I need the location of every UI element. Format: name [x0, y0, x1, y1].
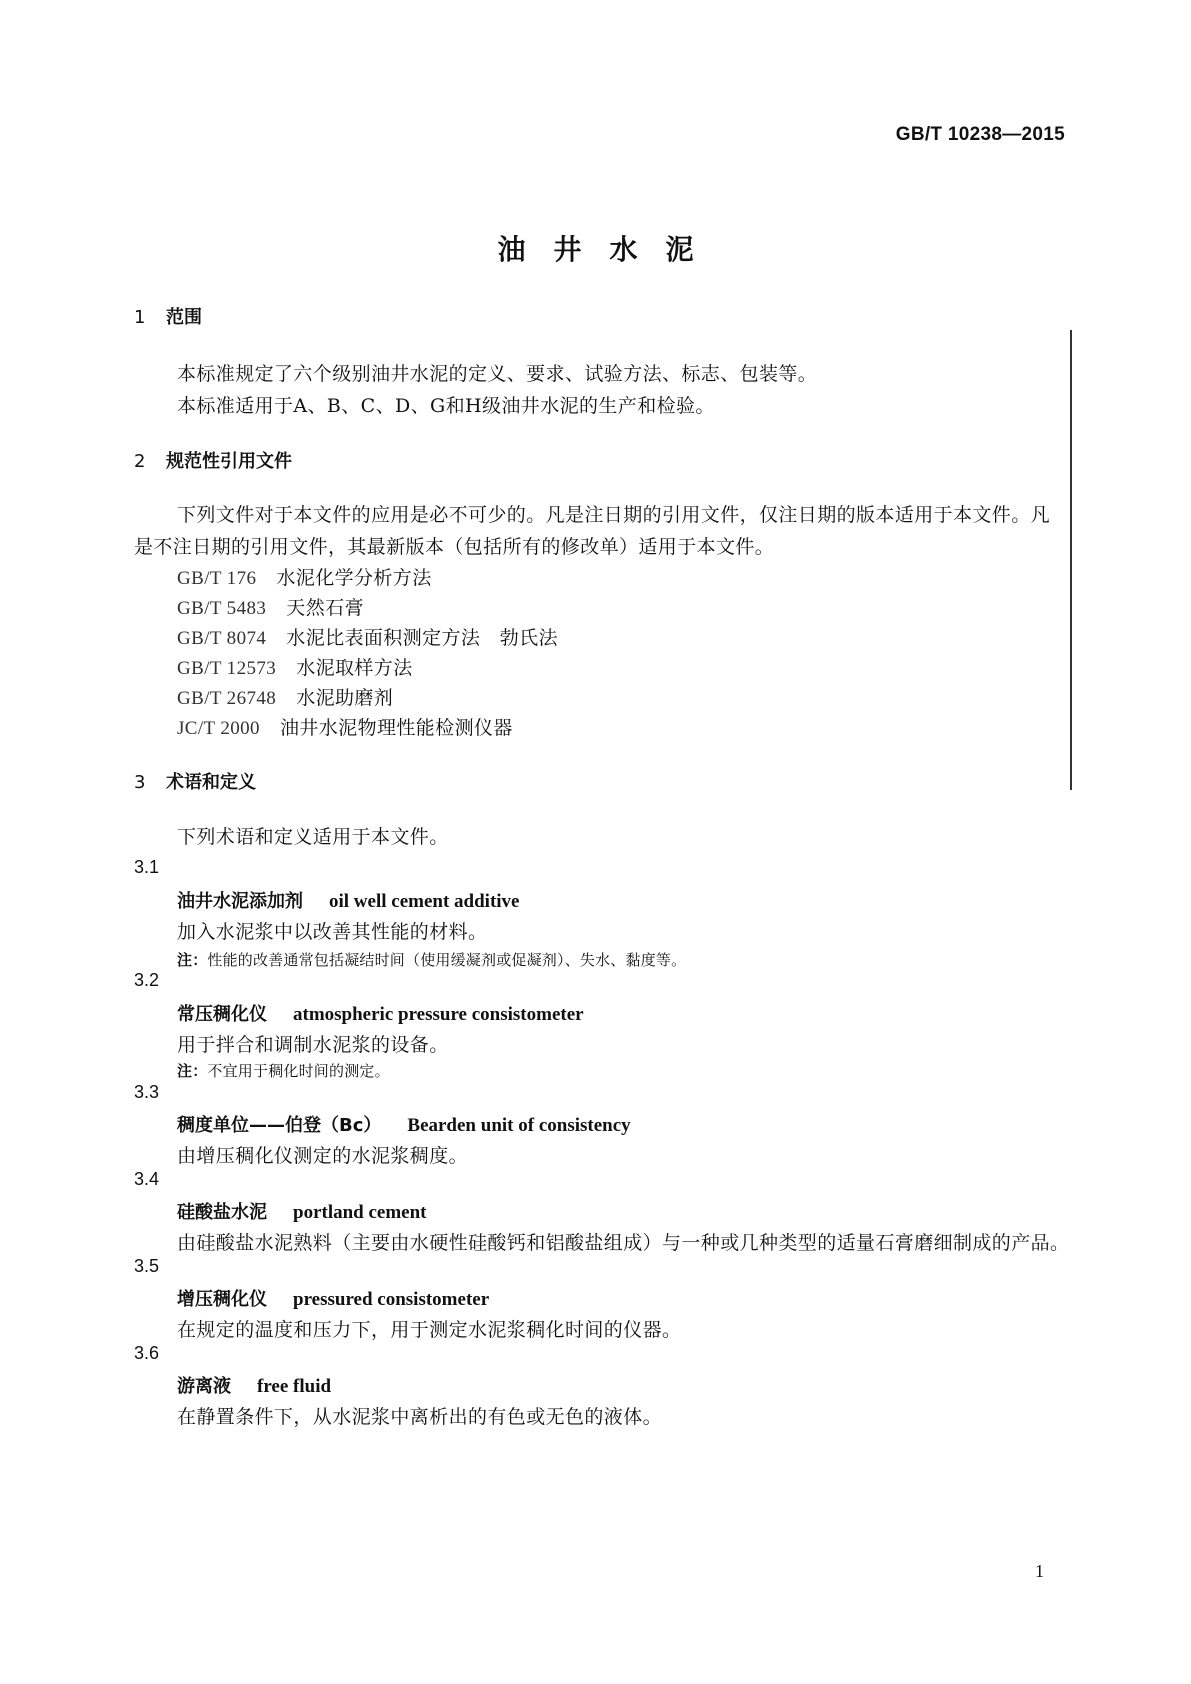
document-title: 油井水泥 [497, 233, 722, 266]
section-number: 1 [134, 307, 146, 328]
terms-intro: 下列术语和定义适用于本文件。 [177, 826, 449, 848]
change-bar [1070, 330, 1072, 790]
term-definition: 在静置条件下，从水泥浆中离析出的有色或无色的液体。 [177, 1406, 663, 1428]
term-number: 3.4 [134, 1169, 160, 1189]
term-heading [177, 1285, 489, 1311]
term-chinese: 常压稠化仪 [177, 1004, 267, 1025]
term-number: 3.3 [134, 1082, 160, 1102]
term-chinese: 游离液 [177, 1376, 231, 1397]
reference-title: 水泥比表面积测定方法 勃氏法 [286, 627, 558, 649]
term-note [177, 1060, 390, 1081]
reference-title: 天然石膏 [286, 597, 364, 619]
term-english: atmospheric pressure consistometer [293, 1004, 584, 1025]
reference-title: 水泥取样方法 [296, 657, 413, 679]
reference-code: GB/T 12573 [177, 658, 277, 679]
section-number: 3 [134, 772, 146, 793]
reference-code: JC/T 2000 [177, 718, 260, 739]
term-chinese: 稠度单位——伯登（Bc） [177, 1115, 382, 1136]
section-title: 范围 [166, 307, 202, 328]
reference-title: 水泥助磨剂 [296, 687, 394, 709]
term-chinese: 硅酸盐水泥 [177, 1202, 267, 1223]
term-english: Bearden unit of consistency [407, 1115, 631, 1136]
reference-item [177, 593, 364, 620]
term-definition: 用于拌合和调制水泥浆的设备。 [177, 1034, 449, 1056]
reference-title: 水泥化学分析方法 [276, 567, 432, 589]
reference-code: GB/T 5483 [177, 598, 267, 619]
scope-paragraph-2: 本标准适用于A、B、C、D、G和H级油井水泥的生产和检验。 [177, 395, 715, 417]
section-title: 术语和定义 [166, 772, 256, 793]
term-english: oil well cement additive [329, 891, 520, 912]
note-text: 不宜用于稠化时间的测定。 [207, 1062, 390, 1080]
term-definition: 由硅酸盐水泥熟料（主要由水硬性硅酸钙和铝酸盐组成）与一种或几种类型的适量石膏磨细制成的产品。 [177, 1232, 1070, 1254]
note-text: 性能的改善通常包括凝结时间（使用缓凝剂或促凝剂）、失水、黏度等。 [207, 951, 687, 969]
reference-item [177, 653, 413, 680]
reference-title: 油井水泥物理性能检测仪器 [279, 717, 513, 739]
section-1-heading [134, 303, 202, 329]
term-english: portland cement [293, 1202, 427, 1223]
reference-item [177, 623, 558, 650]
term-chinese: 增压稠化仪 [177, 1289, 267, 1310]
term-heading [177, 1111, 631, 1137]
reference-item [177, 563, 432, 590]
references-intro: 下列文件对于本文件的应用是必不可少的。凡是注日期的引用文件，仅注日期的版本适用于本文件。凡是不注日期的引用文件，其最新版本（包括所有的修改单）适用于本文件。 [134, 504, 1051, 558]
note-label: 注： [177, 951, 208, 969]
scope-paragraph-1: 本标准规定了六个级别油井水泥的定义、要求、试验方法、标志、包装等。 [177, 363, 818, 385]
reference-code: GB/T 26748 [177, 688, 277, 709]
section-3-heading [134, 768, 256, 794]
reference-code: GB/T 8074 [177, 628, 267, 649]
term-heading [177, 887, 520, 913]
standard-number: GB/T 10238—2015 [895, 124, 1065, 145]
page-number: 1 [1035, 1561, 1044, 1581]
term-heading [177, 1372, 331, 1398]
reference-item [177, 713, 513, 740]
section-number: 2 [134, 451, 146, 472]
term-definition: 在规定的温度和压力下，用于测定水泥浆稠化时间的仪器。 [177, 1319, 682, 1341]
term-heading [177, 1000, 584, 1026]
term-definition: 由增压稠化仪测定的水泥浆稠度。 [177, 1145, 469, 1167]
term-note [177, 949, 686, 970]
term-number: 3.5 [134, 1256, 160, 1276]
term-english: free fluid [257, 1376, 332, 1397]
term-number: 3.1 [134, 857, 160, 877]
term-chinese: 油井水泥添加剂 [177, 891, 303, 912]
reference-code: GB/T 176 [177, 568, 257, 589]
section-title: 规范性引用文件 [166, 451, 292, 472]
note-label: 注： [177, 1062, 208, 1080]
term-definition: 加入水泥浆中以改善其性能的材料。 [177, 921, 488, 943]
term-number: 3.6 [134, 1343, 160, 1363]
term-english: pressured consistometer [293, 1289, 490, 1310]
term-number: 3.2 [134, 970, 160, 990]
section-2-heading [134, 447, 292, 473]
reference-item [177, 683, 393, 710]
term-heading [177, 1198, 427, 1224]
